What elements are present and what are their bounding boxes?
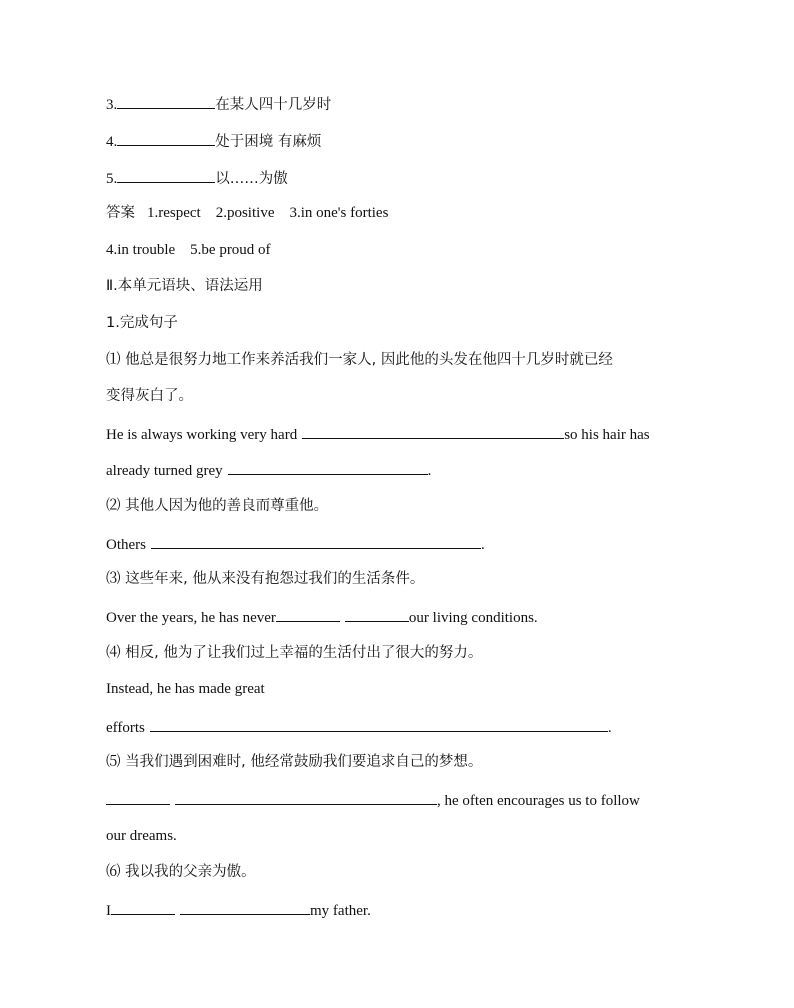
sentence-text: He is always working very hard — [106, 427, 298, 443]
vocab-number: 4. — [106, 134, 118, 150]
section-title: Ⅱ.本单元语块、语法运用 — [106, 278, 263, 294]
answer-line-1 — [106, 203, 388, 223]
question-4-english-line-1: Instead, he has made great — [106, 681, 265, 697]
section-subtitle: 1.完成句子 — [106, 315, 178, 331]
answer-blank[interactable] — [150, 716, 608, 732]
sentence-text: . — [481, 537, 485, 553]
answer-blank[interactable] — [228, 459, 428, 475]
answer-blank[interactable] — [111, 899, 175, 915]
question-5-chinese: ⑸ 当我们遇到困难时, 他经常鼓励我们要追求自己的梦想。 — [106, 754, 483, 770]
question-3-chinese: ⑶ 这些年来, 他从来没有抱怨过我们的生活条件。 — [106, 571, 425, 587]
question-6-english — [106, 899, 371, 919]
vocab-item-3 — [106, 93, 331, 113]
answer-blank[interactable] — [117, 167, 215, 183]
sentence-text: . — [607, 720, 612, 736]
question-1-chinese-line-1: ⑴ 他总是很努力地工作来养活我们一家人, 因此他的头发在他四十几岁时就已经 — [106, 352, 613, 368]
question-1-english-line-2 — [106, 459, 431, 479]
question-1-english-line-1 — [106, 423, 650, 443]
question-6-chinese: ⑹ 我以我的父亲为傲。 — [106, 864, 256, 880]
answer-blank[interactable] — [180, 899, 310, 915]
question-4-english-line-2 — [106, 716, 612, 736]
answer-blank[interactable] — [302, 423, 564, 439]
vocab-item-5 — [106, 167, 288, 187]
answer-text: 4.in trouble 5.be proud of — [106, 242, 271, 258]
sentence-text: , he often encourages us to follow — [437, 793, 640, 809]
sentence-text: our living conditions. — [408, 610, 538, 626]
vocab-meaning: 在某人四十几岁时 — [215, 97, 332, 113]
vocab-meaning: 以……为傲 — [215, 171, 288, 187]
answer-blank[interactable] — [175, 789, 437, 805]
sentence-text: already turned grey — [106, 463, 223, 479]
vocab-number: 5. — [106, 171, 118, 187]
question-3-english — [106, 606, 538, 626]
question-2-chinese: ⑵ 其他人因为他的善良而尊重他。 — [106, 498, 329, 514]
sentence-text: I — [106, 903, 111, 919]
answer-blank[interactable] — [151, 533, 481, 549]
vocab-number: 3. — [106, 97, 118, 113]
answer-blank[interactable] — [345, 606, 409, 622]
sentence-text: so his hair has — [564, 427, 650, 443]
question-2-english — [106, 533, 485, 553]
question-5-english-line-2: our dreams. — [106, 828, 177, 844]
answer-text: 1.respect 2.positive 3.in one's forties — [147, 205, 389, 221]
sentence-text: efforts — [106, 720, 145, 736]
sentence-text: my father. — [310, 903, 371, 919]
answer-blank[interactable] — [117, 93, 215, 109]
answer-blank[interactable] — [276, 606, 340, 622]
sentence-text: Others — [106, 537, 146, 553]
vocab-item-4 — [106, 130, 321, 150]
question-5-english-line-1 — [106, 789, 640, 809]
vocab-meaning: 处于困境 有麻烦 — [215, 134, 322, 150]
answer-line-2 — [106, 240, 271, 260]
answer-blank[interactable] — [117, 130, 215, 146]
question-1-chinese-line-2: 变得灰白了。 — [106, 388, 193, 404]
answer-label: 答案 — [106, 205, 135, 221]
sentence-text: Over the years, he has never — [106, 610, 276, 626]
answer-blank[interactable] — [106, 789, 170, 805]
question-4-chinese: ⑷ 相反, 他为了让我们过上幸福的生活付出了很大的努力。 — [106, 645, 483, 661]
sentence-text: . — [427, 463, 432, 479]
